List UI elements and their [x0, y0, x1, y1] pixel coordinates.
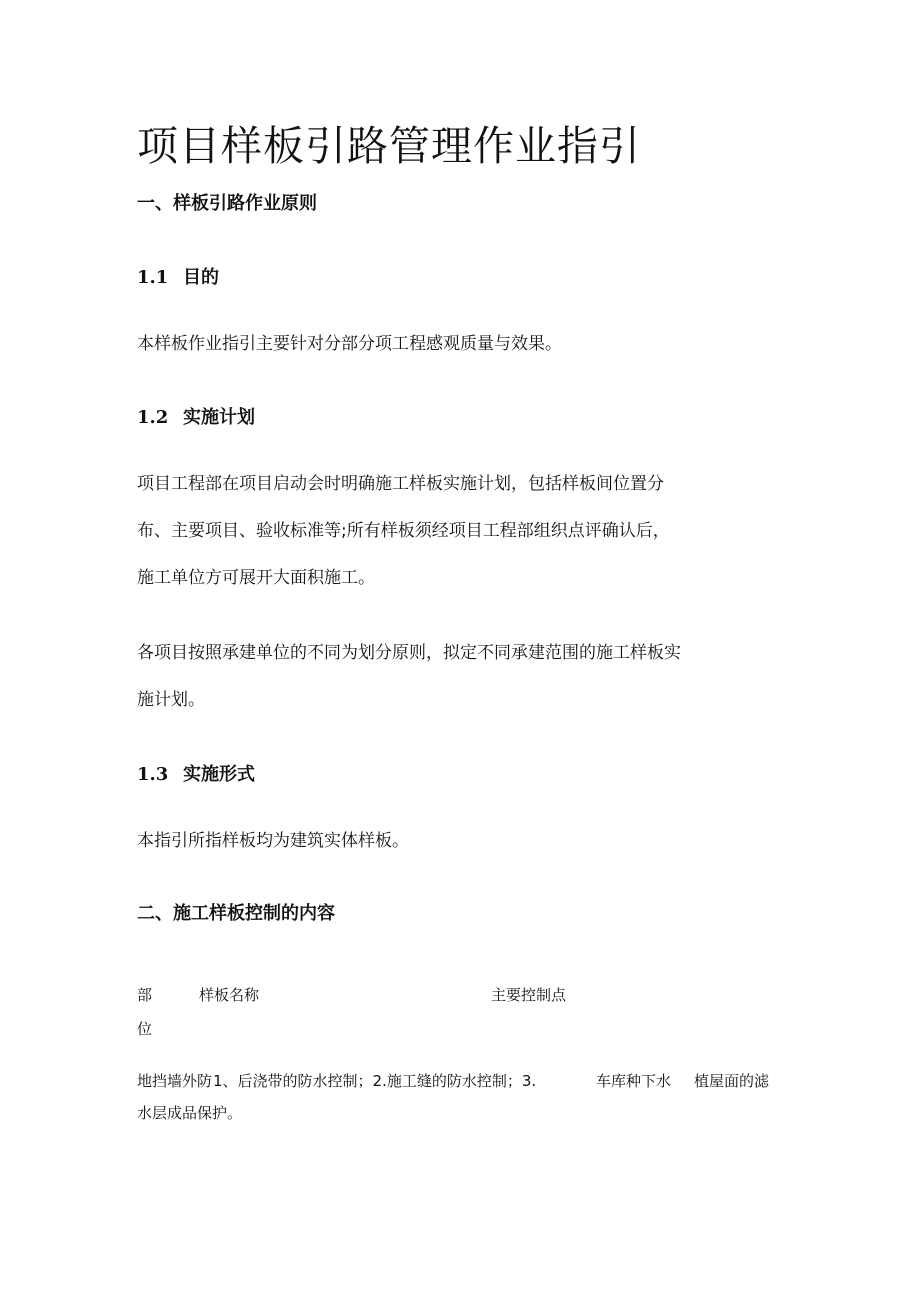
subsection-number: 1.2 [137, 407, 169, 428]
subsection-1-3-text: 本指引所指样板均为建筑实体样板。 [137, 831, 409, 851]
table-row-sample-name: 车库种下水 [596, 1072, 672, 1090]
table-row-control-text: 1、后浇带的防水控制；2.施工缝的防水控制；3. [213, 1072, 537, 1090]
subsection-title: 目的 [183, 267, 219, 288]
paragraph-line: 各项目按照承建单位的不同为划分原则，拟定不同承建范围的施工样板实 [137, 643, 681, 663]
table-row-continuation: 水层成品保护。 [137, 1104, 243, 1122]
paragraph-line: 施工单位方可展开大面积施工。 [137, 568, 375, 588]
section-2-heading: 二、施工样板控制的内容 [137, 903, 335, 924]
paragraph-line: 施计划。 [137, 690, 205, 710]
table-header-part: 部 [137, 986, 153, 1004]
table-header-control-points: 主要控制点 [491, 986, 567, 1004]
subsection-title: 实施计划 [183, 407, 255, 428]
paragraph-line: 布、主要项目、验收标准等;所有样板须经项目工程部组织点评确认后， [137, 521, 670, 541]
paragraph-line: 项目工程部在项目启动会时明确施工样板实施计划，包括样板间位置分 [137, 474, 664, 494]
subsection-1-1-text: 本样板作业指引主要针对分部分项工程感观质量与效果。 [137, 334, 562, 354]
subsection-1-3-heading [137, 762, 255, 788]
table-header-part: 位 [137, 1020, 153, 1038]
document-title: 项目样板引路管理作业指引 [137, 122, 641, 170]
table-header-sample-name: 样板名称 [199, 986, 260, 1004]
table-row-part: 地挡墙外防 [137, 1072, 213, 1090]
subsection-1-1-heading [137, 265, 219, 291]
subsection-number: 1.3 [137, 764, 169, 785]
section-1-heading: 一、样板引路作业原则 [137, 193, 317, 214]
table-row-control-text: 植屋面的滤 [694, 1072, 770, 1090]
subsection-number: 1.1 [137, 267, 169, 288]
subsection-title: 实施形式 [183, 764, 255, 785]
subsection-1-2-heading [137, 405, 255, 431]
